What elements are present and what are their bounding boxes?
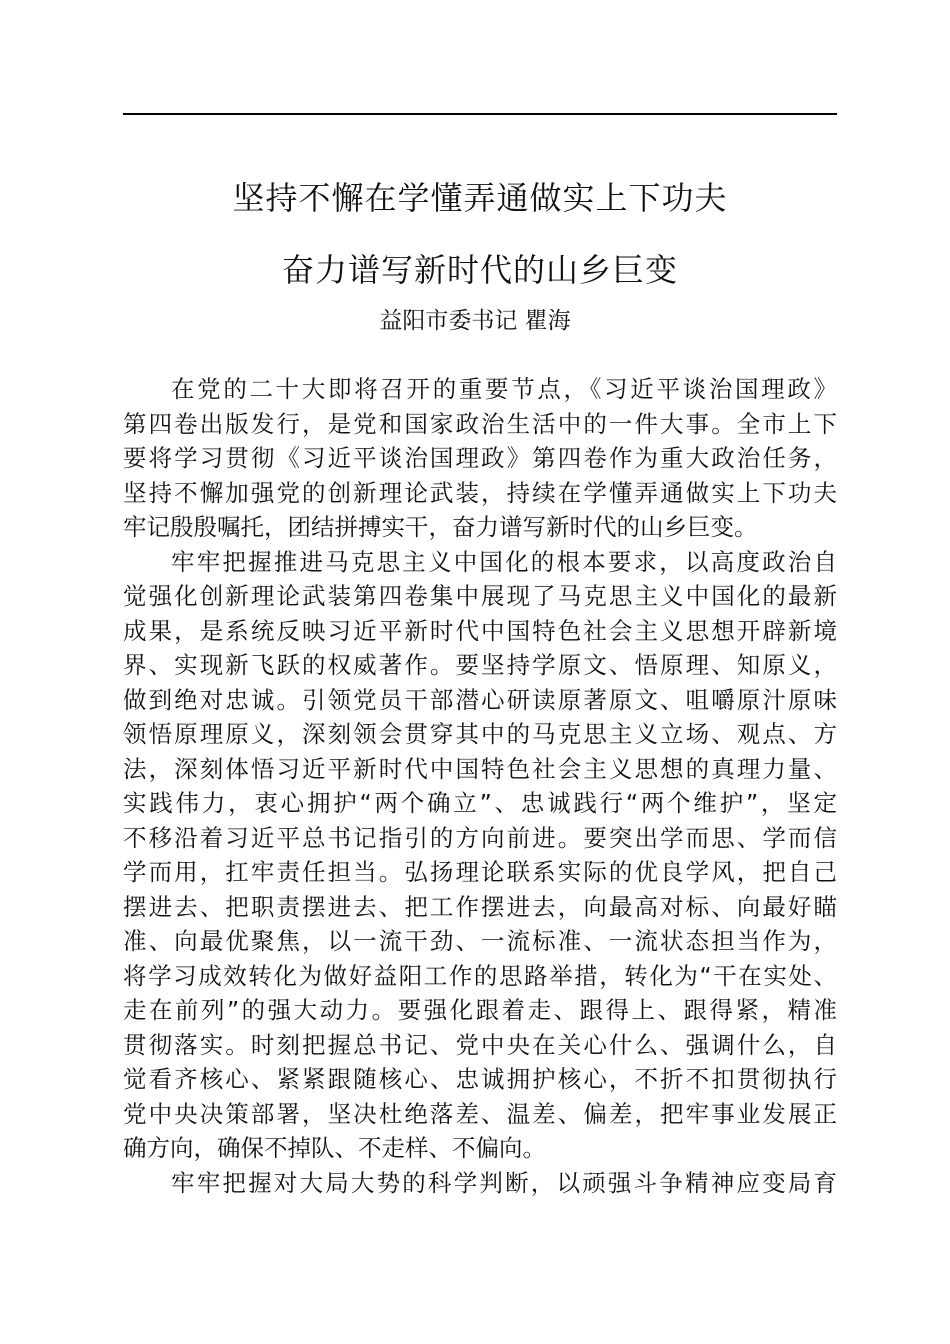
body-line: 界、实现新飞跃的权威著作。要坚持学原文、悟原理、知原义， [123, 651, 837, 679]
title-line-2: 奋力谱写新时代的山乡巨变 [281, 251, 678, 289]
body-line: 不移沿着习近平总书记指引的方向前进。要突出学而思、学而信 [123, 823, 837, 852]
body-line: 法，深刻体悟习近平新时代中国特色社会主义思想的真理力量、 [123, 754, 837, 783]
body-line: 牢记殷殷嘱托，团结拼搏实干，奋力谱写新时代的山乡巨变。 [123, 513, 758, 541]
body-line: 实践伟力，衷心拥护“两个确立”、忠诚践行“两个维护”，坚定 [123, 789, 837, 817]
body-line: 做到绝对忠诚。引领党员干部潜心研读原著原文、咀嚼原汁原味 [123, 685, 837, 714]
body-line: 贯彻落实。时刻把握总书记、党中央在关心什么、强调什么，自 [123, 1030, 837, 1059]
body-line: 第四卷出版发行，是党和国家政治生活中的一件大事。全市上下 [123, 409, 837, 438]
body-line: 将学习成效转化为做好益阳工作的思路举措，转化为“干在实处、 [123, 961, 837, 990]
body-line: 确方向，确保不掉队、不走样、不偏向。 [123, 1134, 546, 1162]
body-line: 觉看齐核心、紧紧跟随核心、忠诚拥护核心，不折不扣贯彻执行 [123, 1065, 837, 1093]
title-line-1: 坚持不懈在学懂弄通做实上下功夫 [232, 179, 728, 217]
body-line: 摆进去、把职责摆进去、把工作摆进去，向最高对标、向最好瞄 [123, 892, 837, 921]
body-line: 牢牢把握对大局大势的科学判断，以顽强斗争精神应变局育 [171, 1168, 837, 1197]
body-line: 准、向最优聚焦，以一流干劲、一流标准、一流状态担当作为， [123, 927, 837, 955]
body-line: 学而用，扛牢责任担当。弘扬理论联系实际的优良学风，把自己 [123, 858, 837, 886]
body-line: 走在前列”的强大动力。要强化跟着走、跟得上、跟得紧，精准 [123, 996, 837, 1024]
body-line: 觉强化创新理论武装第四卷集中展现了马克思主义中国化的最新 [123, 582, 837, 610]
body-line: 坚持不懈加强党的创新理论武装，持续在学懂弄通做实上下功夫 [123, 478, 837, 507]
body-line: 在党的二十大即将召开的重要节点，《习近平谈治国理政》 [171, 375, 837, 403]
header-rule [123, 113, 837, 115]
body-line: 牢牢把握推进马克思主义中国化的根本要求，以高度政治自 [171, 547, 837, 576]
body-text [123, 372, 837, 1200]
body-line: 党中央决策部署，坚决杜绝落差、温差、偏差，把牢事业发展正 [123, 1099, 837, 1128]
author-byline: 益阳市委书记 瞿海 [379, 308, 571, 334]
body-line: 成果，是系统反映习近平新时代中国特色社会主义思想开辟新境 [123, 616, 837, 645]
body-line: 领悟原理原义，深刻领会贯穿其中的马克思主义立场、观点、方 [123, 720, 837, 748]
body-line: 要将学习贯彻《习近平谈治国理政》第四卷作为重大政治任务， [123, 444, 837, 472]
